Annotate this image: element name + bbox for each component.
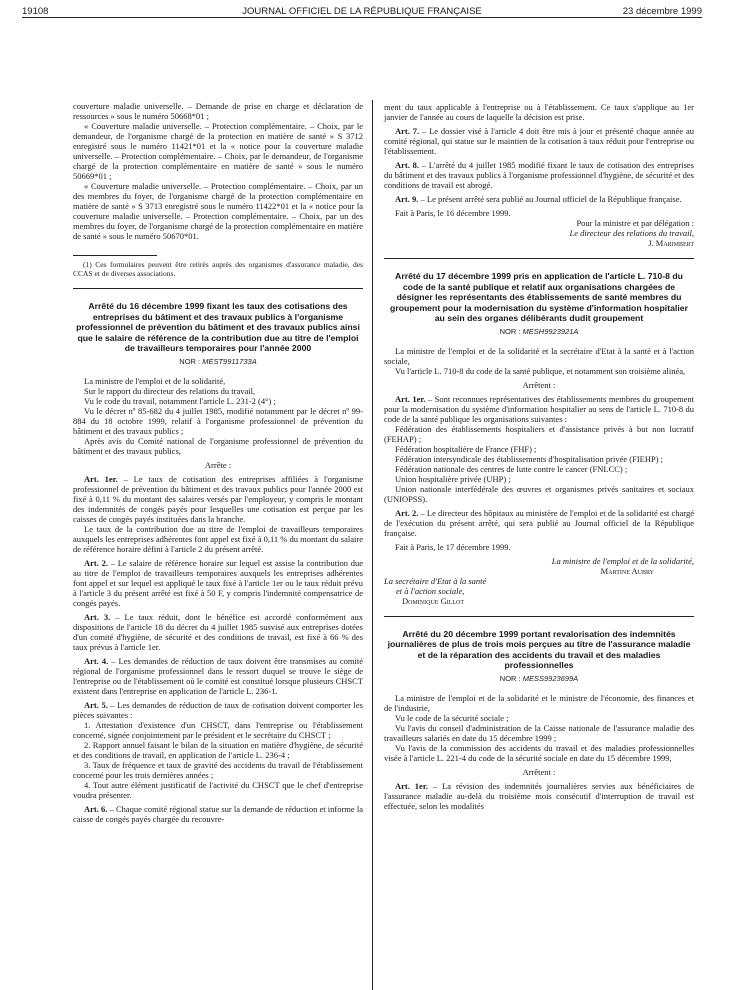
arrete-heading: Arrêtent : xyxy=(522,379,556,390)
section-rule xyxy=(73,288,363,289)
article: Art. 1er. – Le taux de cotisation des entreprises affiliées à l'organisme professionnel de prévention du bâtiment et des travaux publics pour l'année 2000 est fixé à 0,11 % du montant des salaires versés par l'employeur, y compris le montant des indemnités de congés payés pour lesquelles une cotisation est perçue par les caisses de congés payés instituées dans la branche. xyxy=(73,473,363,524)
article: Art. 4. – Les demandes de réduction de taux doivent être transmises au comité régional de l'organisme professionnel dans le ressort duquel se trouve le siège de l'entreprise ou de l'établissement où le comité est constitué lorsque plusieurs CHSCT existent dans l'entreprise en application de l'article L. 236-1. xyxy=(73,655,363,696)
list-item: Fédération des établissements hospitaliers et d'assistance privés à but non lucratif (FEHAP) ; xyxy=(384,423,694,444)
signatory-name: Dominique Gillot xyxy=(402,595,465,606)
list-item: Fédération nationale des centres de lutte contre le cancer (FNLCC) ; xyxy=(395,463,628,474)
signature-line: Le directeur des relations du travail, xyxy=(569,228,694,238)
article: Art. 5. – Les demandes de réduction de taux de cotisation doivent comporter les pièces suivantes : xyxy=(73,699,363,720)
nor-reference: NOR : MESH9923921A xyxy=(499,326,579,336)
decree-title: Arrêté du 17 décembre 1999 pris en application de l'article L. 710-8 du code de la santé publique et relatif aux organisations chargées de désigner les représentants des établissements de santé membres du groupement pour la modernisation du système d'information hospitalier au sein des organes délibérants dudit groupement xyxy=(390,271,688,323)
section-rule xyxy=(384,616,694,617)
arrete-heading: Arrêtent : xyxy=(522,766,556,777)
preamble-line: Sur le rapport du directeur des relations du travail, xyxy=(84,385,256,396)
preamble-line: Après avis du Comité national de l'organisme professionnel de prévention du bâtiment et des travaux publics, xyxy=(73,435,363,456)
article: Art. 2. – Le directeur des hôpitaux au ministère de l'emploi et de la solidarité est chargé de l'exécution du présent arrêté, qui sera publié au Journal officiel de la République française. xyxy=(384,507,694,538)
list-item: Union nationale interfédérale des œuvres et organismes privés sanitaires et sociaux (UNIOPSS). xyxy=(384,483,694,504)
list-item: 1. Attestation d'existence d'un CHSCT, dans l'entreprise ou l'établissement concerné, signée conjointement par le président et le secrétaire du CHSCT ; xyxy=(73,719,363,740)
decree-title: Arrêté du 16 décembre 1999 fixant les taux des cotisations des entreprises du bâtiment et des travaux publics à l'organisme professionnel de prévention du bâtiment et des travaux publics ainsi que le salaire de référence de la contribution due au titre de l'emploi de travailleurs temporaires pour l'année 2000 xyxy=(76,301,360,353)
preamble-line: La ministre de l'emploi et de la solidarité et le ministre de l'économie, des finances et de l'industrie, xyxy=(384,692,694,713)
article: Art. 6. – Chaque comité régional statue sur la demande de réduction et informe la caisse de congés payés chargée du recouvre- xyxy=(73,803,363,824)
signature-line: La secrétaire d'Etat à la santé xyxy=(384,575,487,586)
section-rule xyxy=(384,258,694,259)
list-item: Union hospitalière privée (UHP) ; xyxy=(395,473,511,484)
list-item: Fédération intersyndicale des établissements d'hospitalisation privée (FIEHP) ; xyxy=(395,453,664,464)
nor-reference: NOR : MESS9923699A xyxy=(499,673,579,683)
signature-line: et à l'action sociale, xyxy=(396,585,465,596)
preamble-line: Vu l'avis de la commission des accidents du travail et des maladies professionnelles visée à l'article L. 221-4 du code de la sécurité sociale en date du 15 décembre 1999, xyxy=(384,742,694,763)
signatory-name: Martine Aubry xyxy=(600,565,654,576)
preamble-line: Vu le code de la sécurité sociale ; xyxy=(395,712,509,723)
article: Art. 2. – Le salaire de référence horaire sur lequel est assise la contribution due au titre de l'emploi de travailleurs temporaires auxquels les entreprises adhérentes font appel et sur lequel est appliqué le taux fixé à l'article 1er ou le taux réduit prévu à l'article 3 du présent arrêté est fixé à 50 F, y compris l'indemnité compensatrice de congés payés. xyxy=(73,557,363,608)
list-item: 4. Tout autre élément justificatif de l'activité du CHSCT que le chef d'entreprise voudra présenter. xyxy=(73,779,363,800)
left-column xyxy=(73,101,363,824)
footnote-rule xyxy=(73,255,157,256)
list-item: 3. Taux de fréquence et taux de gravité des accidents du travail de l'établissement concerné pour les trois dernières années ; xyxy=(73,759,363,780)
preamble-line: Vu le code du travail, notamment l'article L. 231-2 (4°) ; xyxy=(84,395,276,406)
article: Art. 7. – Le dossier visé à l'article 4 doit être mis à jour et présenté chaque année au comité régional, qui statue sur le maintien de la cotisation à taux réduit pour l'entreprise ou l'établissement. xyxy=(384,126,694,156)
footnote: (1) Ces formulaires peuvent être retirés auprès des organismes d'assurance maladie, des CCAS et de diverses associations. xyxy=(73,260,363,278)
page-number: 19108 xyxy=(22,6,49,17)
preamble-line: Vu l'article L. 710-8 du code de la santé publique, et notamment son troisième alinéa, xyxy=(395,365,686,376)
arrete-heading: Arrête : xyxy=(204,459,232,470)
preamble-line: Vu le décret nº 85-682 du 4 juillet 1985, modifié notamment par le décret nº 99-884 du 18 octobre 1999, relatif à l'organisme professionnel de prévention du bâtiment et des travaux publics ; xyxy=(73,405,363,436)
signature-line: La ministre de l'emploi et de la solidarité, xyxy=(551,555,694,566)
paragraph: ment du taux applicable à l'entreprise ou à l'établissement. Ce taux s'applique au 1er janvier de l'année au cours de laquelle la décision est prise. xyxy=(384,102,694,122)
article: Art. 8. – L'arrêté du 4 juillet 1985 modifié fixant le taux de cotisation des entreprises du bâtiment et des travaux publics à l'organisme professionnel d'hygiène, de sécurité et des conditions de travail est abrogé. xyxy=(384,160,694,190)
list-item: Fédération hospitalière de France (FHF) ; xyxy=(395,443,537,454)
journal-title: JOURNAL OFFICIEL DE LA RÉPUBLIQUE FRANÇAISE xyxy=(242,6,482,17)
paragraph: couverture maladie universelle. – Demande de prise en charge et déclaration de ressources » sous le numéro 50668*01 ; xyxy=(73,101,363,121)
paragraph: « Couverture maladie universelle. – Protection complémentaire. – Choix, par un des membres du foyer, de l'organisme chargé de la protection complémentaire en matière de santé » S 3713 enregistré sous le numéro 11422*01 et la « notice pour la couverture maladie universelle. – Protection complémentaire. – Choix, par un des membres du foyer, de l'organisme chargé de la protection complémentaire en matière de santé » sous le numéro 50670*01. xyxy=(73,181,363,241)
article: Art. 1er. – Sont reconnues représentatives des établissements membres du groupement pour la modernisation du système d'information hospitalier au sens de l'article L. 710-8 du code de la santé publique les organisations suivantes : xyxy=(384,393,694,424)
preamble-line: Vu l'avis du conseil d'administration de la Caisse nationale de l'assurance maladie des travailleurs salariés en date du 15 décembre 1999 ; xyxy=(384,722,694,743)
article: Art. 9. – Le présent arrêté sera publié au Journal officiel de la République française. xyxy=(395,194,682,204)
preamble-line: La ministre de l'emploi et de la solidarité et la secrétaire d'Etat à la santé et à l'action sociale, xyxy=(384,345,694,366)
preamble-line: La ministre de l'emploi et de la solidarité, xyxy=(84,375,226,386)
signatory-name: J. Marimbert xyxy=(648,238,694,248)
issue-date: 23 décembre 1999 xyxy=(622,6,702,17)
done-at: Fait à Paris, le 16 décembre 1999. xyxy=(395,208,511,218)
done-at: Fait à Paris, le 17 décembre 1999. xyxy=(395,541,511,552)
article: Art. 1er. – La révision des indemnités journalières servies aux bénéficiaires de l'assurance maladie au-delà du troisième mois consécutif d'interruption de travail est effectuée, selon les modalités xyxy=(384,780,694,811)
article: Art. 3. – Le taux réduit, dont le bénéfice est accordé conformément aux dispositions de l'article 18 du décret du 4 juillet 1985 susvisé aux entreprises dotées d'un comité d'hygiène, de sécurité et des conditions de travail, est fixé à 66 % des taux prévus à l'article 1er. xyxy=(73,611,363,652)
nor-reference: NOR : MEST9911733A xyxy=(179,356,257,366)
header-rule xyxy=(22,17,702,18)
column-divider xyxy=(372,100,373,990)
decree-title: Arrêté du 20 décembre 1999 portant revalorisation des indemnités journalières de plus de trois mois perçues au titre de l'assurance maladie et de la réparation des accidents du travail et des maladies professionnelles xyxy=(387,628,691,670)
article: Le taux de la contribution due au titre de l'emploi de travailleurs temporaires auxquels les entreprises adhérentes font appel est fixé à 0,11 % du montant du salaire de référence horaire défini à l'article 2 du présent arrêté. xyxy=(73,523,363,554)
right-column xyxy=(384,102,694,811)
list-item: 2. Rapport annuel faisant le bilan de la situation en matière d'hygiène, de sécurité et des conditions de travail, en application de l'article L. 236-4 ; xyxy=(73,739,363,760)
paragraph: « Couverture maladie universelle. – Protection complémentaire. – Choix, par le demandeur, de l'organisme chargé de la protection en matière de santé » S 3712 enregistré sous le numéro 11421*01 et la « notice pour la couverture maladie universelle. – Protection complémentaire. – Choix, par le demandeur, de l'organisme chargé de la protection complémentaire en matière de santé » sous le numéro 50669*01 ; xyxy=(73,121,363,181)
signature-line: Pour la ministre et par délégation : xyxy=(576,218,694,228)
